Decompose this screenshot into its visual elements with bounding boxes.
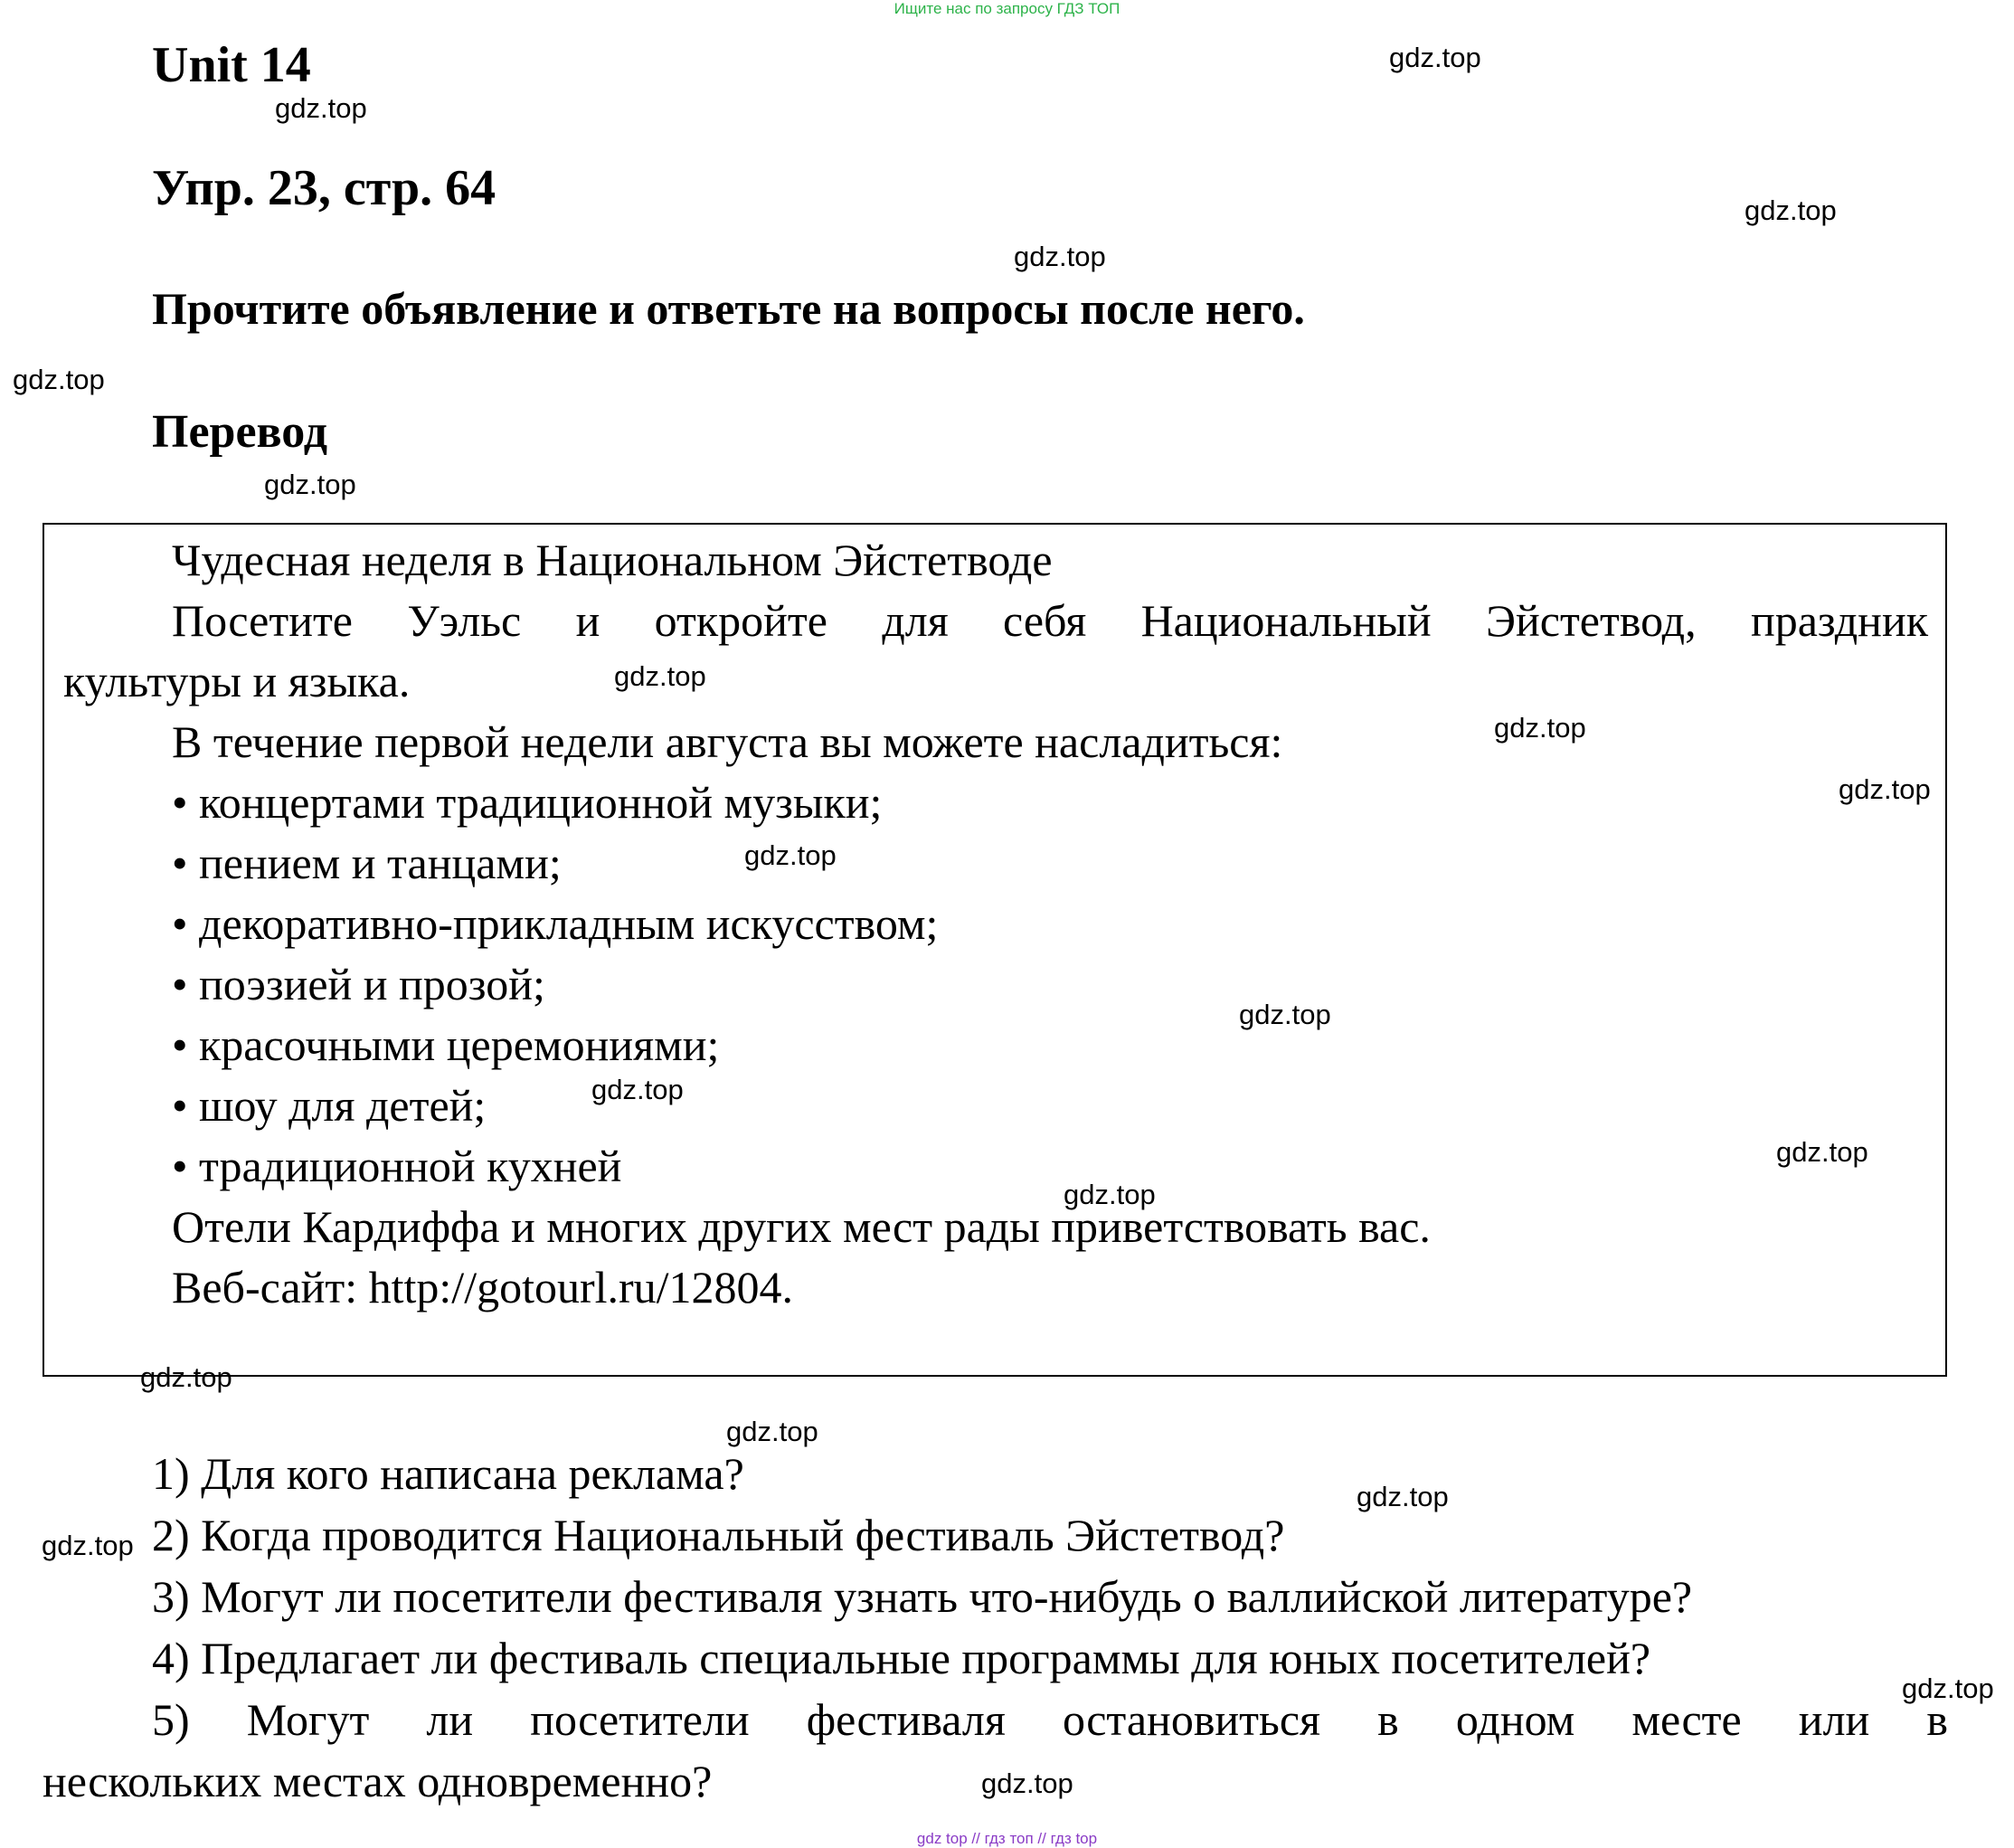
ad-heading: Чудесная неделя в Национальном Эйстетводе — [172, 535, 1053, 585]
unit-title: Unit 14 — [152, 37, 311, 93]
watermark: gdz.top — [264, 469, 356, 500]
ad-list-item: • шоу для детей; — [172, 1080, 487, 1131]
ad-list-item: • пением и танцами; — [172, 838, 562, 888]
watermark: gdz.top — [1494, 712, 1586, 744]
watermark: gdz.top — [1239, 999, 1331, 1030]
watermark: gdz.top — [726, 1416, 818, 1447]
watermark: gdz.top — [1064, 1179, 1156, 1210]
ad-intro-line: Посетите Уэльс и откройте для себя Национальный Эйстетвод, праздник — [172, 595, 1928, 646]
ad-intro-line-continued: культуры и языка. — [63, 656, 411, 706]
watermark: gdz.top — [1745, 194, 1837, 226]
ad-website-line: Веб-сайт: http://gotourl.ru/12804. — [172, 1262, 794, 1313]
question-5-continued: нескольких местах одновременно? — [43, 1756, 713, 1806]
ad-list-item: • красочными церемониями; — [172, 1019, 720, 1070]
watermark: gdz.top — [744, 839, 837, 871]
ad-list-item: • концертами традиционной музыки; — [172, 777, 883, 828]
ad-enjoy-line: В течение первой недели августа вы можете насладиться: — [172, 716, 1283, 767]
watermark: gdz.top — [1389, 42, 1481, 73]
instruction: Прочтите объявление и ответьте на вопросы после него. — [152, 283, 1305, 334]
ad-list-item: • поэзией и прозой; — [172, 959, 545, 1009]
watermark: gdz.top — [1902, 1673, 1994, 1704]
watermark: gdz.top — [591, 1074, 684, 1105]
ad-list-item: • декоративно-прикладным искусством; — [172, 898, 939, 949]
question-1: 1) Для кого написана реклама? — [152, 1448, 744, 1499]
top-banner: Ищите нас по запросу ГДЗ ТОП — [894, 0, 1120, 17]
ad-list-item: • традиционной кухней — [172, 1141, 622, 1191]
bottom-banner: gdz top // гдз топ // гдз top — [916, 1830, 1098, 1847]
watermark: gdz.top — [981, 1767, 1073, 1799]
ad-hotels-line: Отели Кардиффа и многих других мест рады приветствовать вас. — [172, 1201, 1431, 1252]
section-title: Перевод — [152, 406, 328, 458]
question-2: 2) Когда проводится Национальный фестиваль Эйстетвод? — [152, 1510, 1285, 1560]
watermark: gdz.top — [13, 364, 105, 395]
watermark: gdz.top — [275, 92, 367, 124]
watermark: gdz.top — [1776, 1136, 1868, 1168]
question-5: 5) Могут ли посетители фестиваля остановиться в одном месте или в — [152, 1694, 1948, 1745]
question-4: 4) Предлагает ли фестиваль специальные программы для юных посетителей? — [152, 1633, 1651, 1683]
question-3: 3) Могут ли посетители фестиваля узнать что-нибудь о валлийской литературе? — [152, 1571, 1693, 1622]
exercise-title: Упр. 23, стр. 64 — [152, 160, 496, 216]
watermark: gdz.top — [1014, 241, 1106, 272]
watermark: gdz.top — [140, 1361, 232, 1393]
watermark: gdz.top — [1839, 773, 1931, 805]
watermark: gdz.top — [614, 660, 706, 692]
watermark: gdz.top — [42, 1530, 134, 1561]
watermark: gdz.top — [1357, 1481, 1449, 1512]
